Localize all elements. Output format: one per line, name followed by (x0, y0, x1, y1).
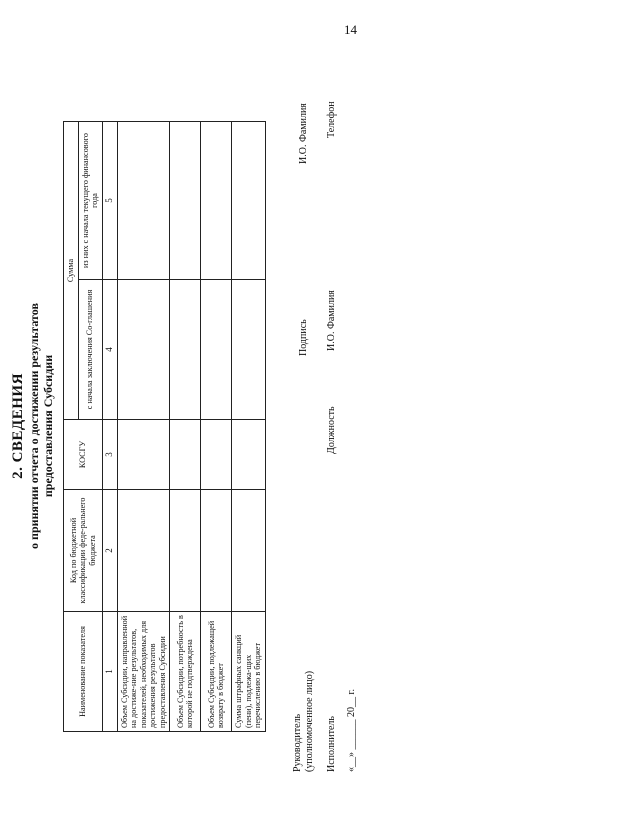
cell-kosgu (117, 420, 170, 490)
document-title: 2. СВЕДЕНИЯ (10, 373, 26, 479)
table-row (201, 122, 232, 732)
row-label: Сумма штрафных санкций (пени), подлежа-щих перечислению в бюджет (232, 612, 266, 732)
executor-name-caption: И.О. Фамилия (326, 290, 337, 351)
table-row (232, 122, 266, 732)
cell-budget-code (117, 490, 170, 612)
header-kosgu: КОСГУ (64, 420, 103, 490)
head-label-line-1: Руководитель (292, 713, 303, 772)
cell-sum-total (201, 280, 232, 420)
column-number: 3 (102, 420, 117, 490)
cell-sum-year (170, 122, 201, 280)
row-label: Объем Субсидии, направленной на достиже-ние результатов, показателей, необходимых для достижения результатов предоставления Субсидии (117, 612, 170, 732)
cell-budget-code (201, 490, 232, 612)
cell-sum-total (117, 280, 170, 420)
cell-budget-code (170, 490, 201, 612)
executor-position-caption: Должность (326, 406, 337, 454)
column-number: 1 (102, 612, 117, 732)
header-budget-code: Код по бюджетной классификации феде-ральнего бюджета (64, 490, 103, 612)
row-label: Объем Субсидии, потребность в которой не подтверждена (170, 612, 201, 732)
executor-phone-caption: Телефон (326, 101, 337, 138)
header-since-agreement: с начала заключения Со-глашения (78, 280, 102, 420)
cell-sum-year (117, 122, 170, 280)
cell-sum-total (170, 280, 201, 420)
table-row (117, 122, 170, 732)
page-number: 14 (344, 22, 357, 37)
table-row (170, 122, 201, 732)
row-label: Объем Субсидии, подлежащей возврату в бюджет (201, 612, 232, 732)
column-number: 5 (102, 122, 117, 280)
column-number-row (102, 122, 117, 732)
report-table (63, 121, 266, 732)
rotated-form (4, 76, 364, 776)
head-signature-caption: Подпись (298, 319, 309, 356)
header-current-year: из них с начала текущего финансового года (78, 122, 102, 280)
cell-kosgu (201, 420, 232, 490)
cell-sum-year (232, 122, 266, 280)
cell-sum-total (232, 280, 266, 420)
cell-budget-code (232, 490, 266, 612)
header-sum: Сумма (64, 122, 79, 420)
document-subtitle-line-2: предоставления Субсидии (41, 354, 55, 498)
head-label-line-2: (уполномоченное лицо) (304, 670, 315, 772)
cell-sum-year (201, 122, 232, 280)
executor-label: Исполнитель (326, 716, 337, 772)
header-indicator-name: Наименование показателя (64, 612, 103, 732)
date-line: «__» ______ 20__ г. (346, 689, 357, 772)
cell-kosgu (232, 420, 266, 490)
document-subtitle-line-1: о принятии отчета о достижении результатов (27, 303, 41, 549)
head-name-caption: И.О. Фамилия (298, 103, 309, 164)
cell-kosgu (170, 420, 201, 490)
column-number: 4 (102, 280, 117, 420)
column-number: 2 (102, 490, 117, 612)
